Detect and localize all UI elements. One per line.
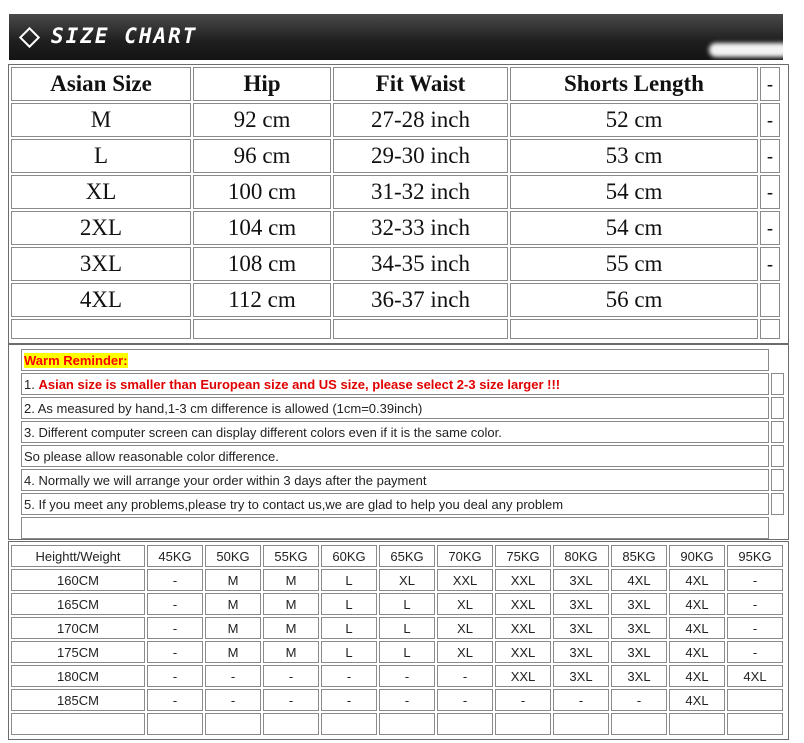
side-cell (771, 493, 784, 515)
empty-row (11, 713, 783, 735)
hw-cell: 4XL (611, 569, 667, 591)
waist-cell: 34-35 inch (333, 247, 508, 281)
hw-cell: XXL (495, 593, 551, 615)
length-cell: 54 cm (510, 175, 758, 209)
hw-header-weight: 60KG (321, 545, 377, 567)
hw-cell: - (147, 641, 203, 663)
hw-cell: - (553, 689, 609, 711)
empty-cell (193, 319, 331, 339)
size-cell: M (11, 103, 191, 137)
list-item (21, 397, 784, 419)
hw-cell: 3XL (611, 665, 667, 687)
hw-cell: L (321, 569, 377, 591)
empty-cell (11, 319, 191, 339)
hw-cell: 3XL (553, 641, 609, 663)
hw-cell: L (321, 617, 377, 639)
empty-cell (333, 319, 508, 339)
hw-cell: XL (379, 569, 435, 591)
hw-header-weight: 45KG (147, 545, 203, 567)
hw-cell: XL (437, 617, 493, 639)
list-item (21, 373, 784, 395)
hw-cell: M (205, 617, 261, 639)
list-item (21, 445, 784, 467)
hw-cell: - (147, 569, 203, 591)
header-asian-size: Asian Size (11, 67, 191, 101)
dash-cell: - (760, 211, 780, 245)
hw-cell: - (147, 665, 203, 687)
hip-cell: 108 cm (193, 247, 331, 281)
length-cell: 56 cm (510, 283, 758, 317)
hw-header-weight: 55KG (263, 545, 319, 567)
length-cell: 52 cm (510, 103, 758, 137)
reminder-line: 3. Different computer screen can display different colors even if it is the same color. (21, 421, 769, 443)
dash-cell (760, 283, 780, 317)
hw-cell: - (321, 689, 377, 711)
hw-cell: - (379, 665, 435, 687)
hw-cell: - (727, 593, 783, 615)
table-row (11, 103, 780, 137)
dash-cell: - (760, 139, 780, 173)
reminder-line-prefix: 1. (24, 376, 39, 392)
hip-cell: 112 cm (193, 283, 331, 317)
hw-cell: - (727, 569, 783, 591)
size-cell: 4XL (11, 283, 191, 317)
hw-cell: 4XL (669, 641, 725, 663)
table-row (11, 283, 780, 317)
reminder-line: 5. If you meet any problems,please try to contact us,we are glad to help you deal any problem (21, 493, 769, 515)
side-cell (771, 469, 784, 491)
hw-cell: L (379, 617, 435, 639)
hw-cell: 160CM (11, 569, 145, 591)
size-cell: 2XL (11, 211, 191, 245)
length-cell: 54 cm (510, 211, 758, 245)
side-cell (771, 373, 784, 395)
hw-header-weight: 80KG (553, 545, 609, 567)
hw-cell: - (321, 665, 377, 687)
empty-cell (669, 713, 725, 735)
hw-cell: XL (437, 593, 493, 615)
hw-cell: - (495, 689, 551, 711)
header-shorts-length: Shorts Length (510, 67, 758, 101)
hw-cell: - (379, 689, 435, 711)
waist-cell: 36-37 inch (333, 283, 508, 317)
list-item (21, 469, 784, 491)
hw-cell: XL (437, 641, 493, 663)
hw-header-weight: 90KG (669, 545, 725, 567)
hw-cell: 180CM (11, 665, 145, 687)
hw-cell: M (263, 641, 319, 663)
hw-header-weight: 50KG (205, 545, 261, 567)
hw-cell: - (263, 665, 319, 687)
hw-cell: 4XL (669, 665, 725, 687)
empty-cell (11, 713, 145, 735)
hw-cell: - (147, 617, 203, 639)
hip-cell: 104 cm (193, 211, 331, 245)
hw-cell: - (437, 665, 493, 687)
hw-cell: - (263, 689, 319, 711)
hw-cell: - (611, 689, 667, 711)
hw-header-weight: 85KG (611, 545, 667, 567)
hw-cell: 185CM (11, 689, 145, 711)
hw-header-weight: 95KG (727, 545, 783, 567)
empty-cell (205, 713, 261, 735)
reminder-line-red-text: Asian size is smaller than European size and US size, please select 2-3 size larger !!! (38, 376, 561, 392)
reminder-table (19, 347, 786, 541)
hw-cell: - (205, 665, 261, 687)
table-row (11, 247, 780, 281)
hw-cell: M (263, 617, 319, 639)
hw-cell: M (205, 593, 261, 615)
side-cell (771, 445, 784, 467)
side-cell (771, 397, 784, 419)
hw-cell: 3XL (611, 593, 667, 615)
hw-header-weight: 65KG (379, 545, 435, 567)
header-dash: - (760, 67, 780, 101)
hw-cell: M (263, 593, 319, 615)
empty-cell (553, 713, 609, 735)
hw-cell: L (379, 641, 435, 663)
hip-cell: 96 cm (193, 139, 331, 173)
hw-cell: 175CM (11, 641, 145, 663)
hw-cell: 4XL (669, 593, 725, 615)
size-chart-banner (9, 14, 783, 60)
hw-cell: 3XL (553, 665, 609, 687)
table-row (11, 569, 783, 591)
empty-cell (611, 713, 667, 735)
table-row (11, 617, 783, 639)
size-cell: XL (11, 175, 191, 209)
side-cell (771, 421, 784, 443)
list-item (21, 493, 784, 515)
hw-cell: 3XL (611, 641, 667, 663)
empty-cell (727, 713, 783, 735)
reminder-title-row (21, 349, 784, 371)
hw-cell: - (727, 641, 783, 663)
empty-cell (437, 713, 493, 735)
dash-cell: - (760, 103, 780, 137)
empty-cell (760, 319, 780, 339)
table-row (11, 641, 783, 663)
hw-cell: 3XL (611, 617, 667, 639)
table-row (11, 689, 783, 711)
hw-header-height-weight: Heightt/Weight (11, 545, 145, 567)
empty-cell (147, 713, 203, 735)
hw-cell: - (727, 617, 783, 639)
hw-cell: XXL (437, 569, 493, 591)
hw-cell: XXL (495, 665, 551, 687)
table-row (11, 175, 780, 209)
reminder-line: 4. Normally we will arrange your order within 3 days after the payment (21, 469, 769, 491)
hw-cell: L (321, 641, 377, 663)
hw-cell: 4XL (727, 665, 783, 687)
hw-cell: 165CM (11, 593, 145, 615)
empty-cell (321, 713, 377, 735)
side-cell (771, 517, 784, 539)
empty-cell (495, 713, 551, 735)
side-cell (771, 349, 784, 371)
hw-cell: L (321, 593, 377, 615)
diamond-icon (19, 27, 40, 48)
dash-cell: - (760, 175, 780, 209)
hw-cell: M (205, 641, 261, 663)
table-row (11, 593, 783, 615)
hw-cell: 4XL (669, 689, 725, 711)
size-table-header-row (11, 67, 780, 101)
hip-cell: 100 cm (193, 175, 331, 209)
hw-cell: - (437, 689, 493, 711)
waist-cell: 32-33 inch (333, 211, 508, 245)
dash-cell: - (760, 247, 780, 281)
watermark-blur (709, 43, 789, 57)
size-cell: L (11, 139, 191, 173)
table-row (11, 211, 780, 245)
reminder-title-cell (21, 349, 769, 371)
empty-cell (379, 713, 435, 735)
hw-cell: 3XL (553, 593, 609, 615)
reminder-line: So please allow reasonable color difference. (21, 445, 769, 467)
empty-cell (21, 517, 769, 539)
hw-header-weight: 75KG (495, 545, 551, 567)
table-row (11, 665, 783, 687)
waist-cell: 31-32 inch (333, 175, 508, 209)
hw-cell: XXL (495, 641, 551, 663)
list-item (21, 421, 784, 443)
empty-row (21, 517, 784, 539)
hw-cell: 4XL (669, 617, 725, 639)
header-hip: Hip (193, 67, 331, 101)
hw-header-row (11, 545, 783, 567)
height-weight-table (9, 543, 785, 737)
reminder-line-1 (21, 373, 769, 395)
hw-cell (727, 689, 783, 711)
hw-cell: XXL (495, 569, 551, 591)
banner-title: SIZE CHART (51, 24, 198, 48)
hw-cell: M (263, 569, 319, 591)
hw-cell: 4XL (669, 569, 725, 591)
hw-cell: XXL (495, 617, 551, 639)
empty-row (11, 319, 780, 339)
hw-cell: 3XL (553, 617, 609, 639)
size-cell: 3XL (11, 247, 191, 281)
hw-cell: M (205, 569, 261, 591)
empty-cell (510, 319, 758, 339)
hw-cell: L (379, 593, 435, 615)
waist-cell: 27-28 inch (333, 103, 508, 137)
hw-header-weight: 70KG (437, 545, 493, 567)
waist-cell: 29-30 inch (333, 139, 508, 173)
reminder-line: 2. As measured by hand,1-3 cm difference is allowed (1cm=0.39inch) (21, 397, 769, 419)
hw-cell: - (147, 593, 203, 615)
hw-cell: - (147, 689, 203, 711)
hw-cell: 170CM (11, 617, 145, 639)
size-table (9, 65, 782, 341)
empty-cell (263, 713, 319, 735)
length-cell: 53 cm (510, 139, 758, 173)
hw-cell: - (205, 689, 261, 711)
length-cell: 55 cm (510, 247, 758, 281)
hip-cell: 92 cm (193, 103, 331, 137)
reminder-title: Warm Reminder: (24, 352, 128, 368)
hw-cell: 3XL (553, 569, 609, 591)
header-fit-waist: Fit Waist (333, 67, 508, 101)
table-row (11, 139, 780, 173)
